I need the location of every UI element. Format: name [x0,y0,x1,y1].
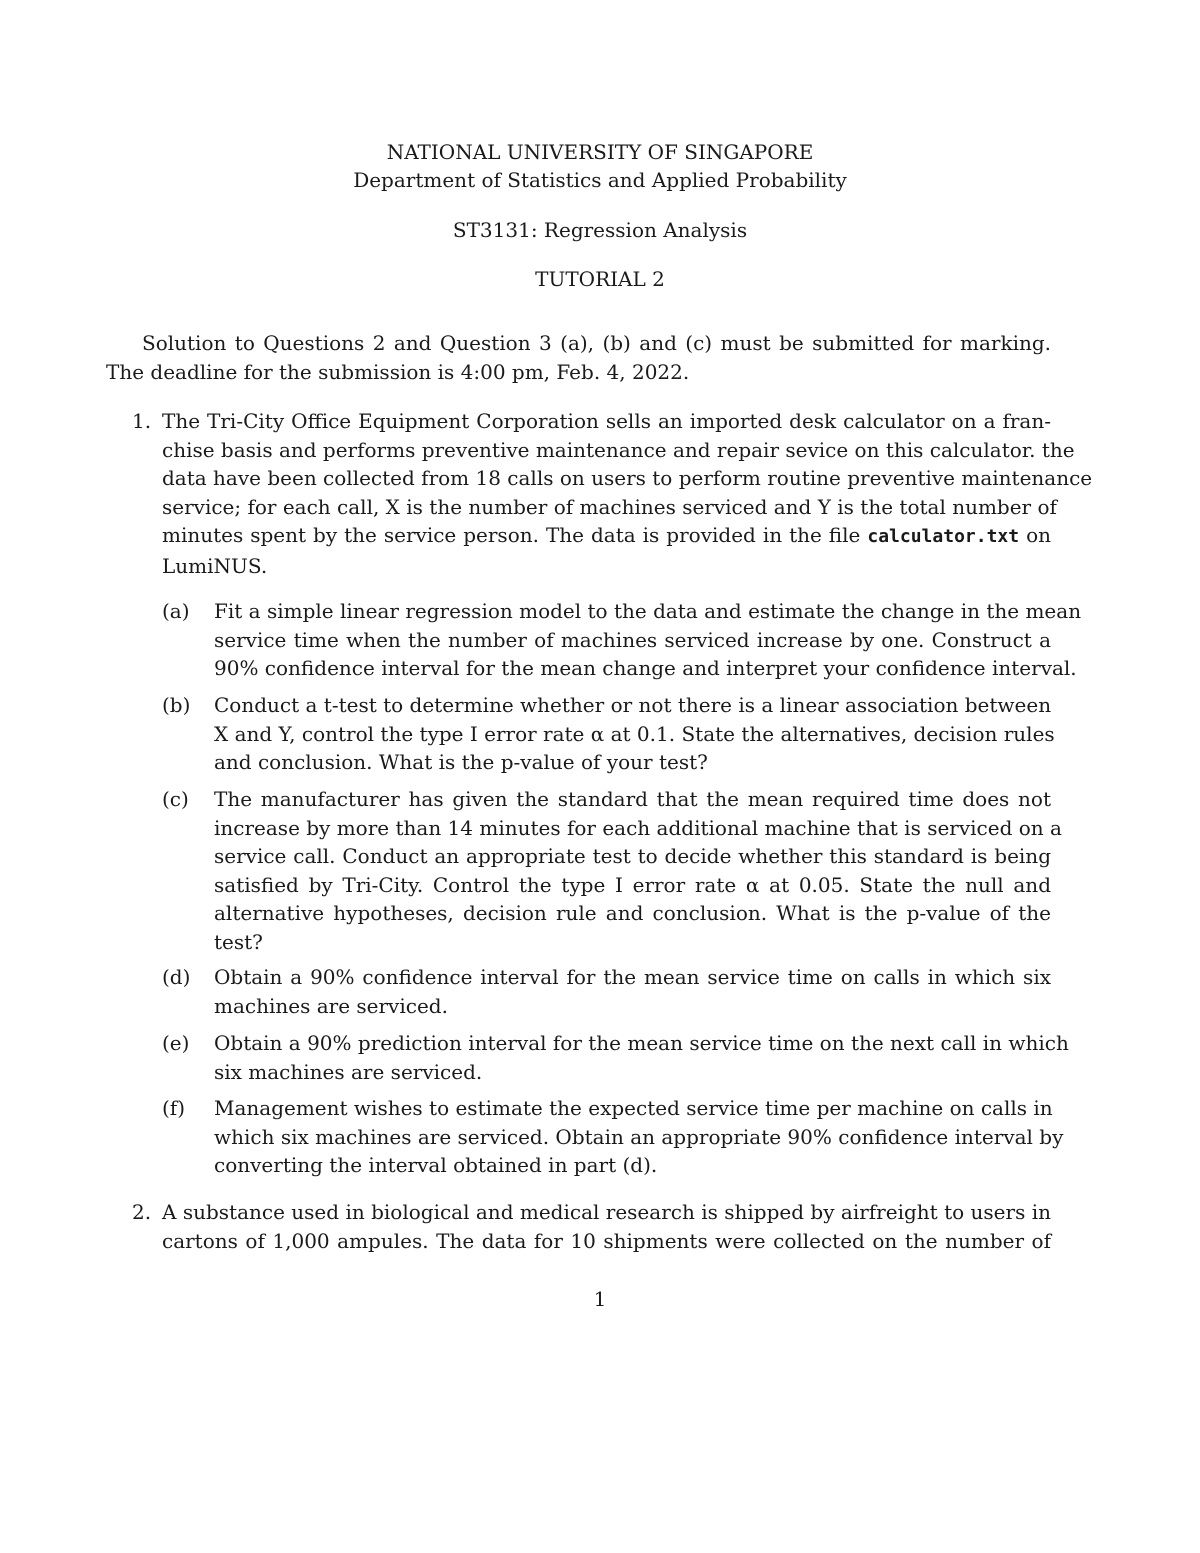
instructions-line: Solution to Questions 2 and Question 3 (a), (b) and (c) must be submitted for marking. [142,331,1051,355]
part-line: The manufacturer has given the standard that the mean required time does not [214,787,1051,811]
part-line: service time when the number of machines serviced increase by one. Construct a [214,627,1051,652]
part-line: Management wishes to estimate the expected service time per machine on calls in [214,1096,1053,1120]
part-line: machines are serviced. [214,993,448,1018]
question-line: The Tri-City Office Equipment Corporation sells an imported desk calculator on a fran- [162,409,1051,433]
question-line-text: minutes spent by the service person. The data is provided in the file [162,523,861,548]
part-line: and conclusion. What is the p-value of your test? [214,750,708,775]
question-line [162,521,1051,552]
part-line: service call. Conduct an appropriate test to decide whether this standard is being [214,844,1051,869]
tutorial-title: TUTORIAL 2 [535,267,665,291]
part-line: Fit a simple linear regression model to the data and estimate the change in the mean [214,599,1082,623]
question-line: service; for each call, X is the number of machines serviced and Y is the total number of [162,494,1057,519]
part-line: increase by more than 14 minutes for each additional machine that is serviced on a [214,815,1062,840]
question-1-text [162,407,1093,581]
part-line: which six machines are serviced. Obtain an appropriate 90% confidence interval by [214,1124,1064,1149]
department-title: Department of Statistics and Applied Probability [353,168,847,192]
part-label: (d) [162,965,191,989]
instructions-line: The deadline for the submission is 4:00 pm, Feb. 4, 2022. [106,360,690,384]
part-label: (e) [162,1031,190,1055]
part-label: (c) [162,787,189,811]
part-line: Obtain a 90% prediction interval for the mean service time on the next call in which [214,1031,1069,1055]
question-line: cartons of 1,000 ampules. The data for 10 shipments were collected on the number of [162,1228,1051,1253]
part-line: 90% confidence interval for the mean change and interpret your confidence interval. [214,656,1077,681]
part-line: test? [214,929,263,954]
data-file-name: calculator.txt [867,526,1020,548]
part-label: (a) [162,599,190,623]
part-line: alternative hypotheses, decision rule and conclusion. What is the p-value of the [214,901,1051,926]
part-label: (f) [162,1096,186,1120]
part-line: converting the interval obtained in part (d). [214,1153,658,1178]
question-2-text [162,1198,1051,1255]
question-line: LumiNUS. [162,553,268,578]
part-line: six machines are serviced. [214,1059,483,1084]
question-line: data have been collected from 18 calls on users to perform routine preventive maintenance [162,466,1093,491]
page-number: 1 [593,1287,607,1311]
question-line: A substance used in biological and medical research is shipped by airfreight to users in [162,1200,1051,1224]
submission-instructions [106,329,1051,387]
question-line: chise basis and performs preventive maintenance and repair sevice on this calculator. the [162,437,1075,462]
part-line: Obtain a 90% confidence interval for the mean service time on calls in which six [214,965,1051,989]
part-line: X and Y, control the type I error rate α at 0.1. State the alternatives, decision rules [214,721,1055,746]
part-label: (b) [162,693,191,717]
question-number: 2. [132,1200,152,1224]
university-title: NATIONAL UNIVERSITY OF SINGAPORE [386,140,814,164]
question-line-text: on [1026,523,1051,548]
part-line: Conduct a t-test to determine whether or not there is a linear association between [214,693,1052,717]
part-line: satisfied by Tri-City. Control the type I error rate α at 0.05. State the null and [214,872,1051,897]
question-number: 1. [132,409,152,433]
course-title: ST3131: Regression Analysis [452,218,748,242]
